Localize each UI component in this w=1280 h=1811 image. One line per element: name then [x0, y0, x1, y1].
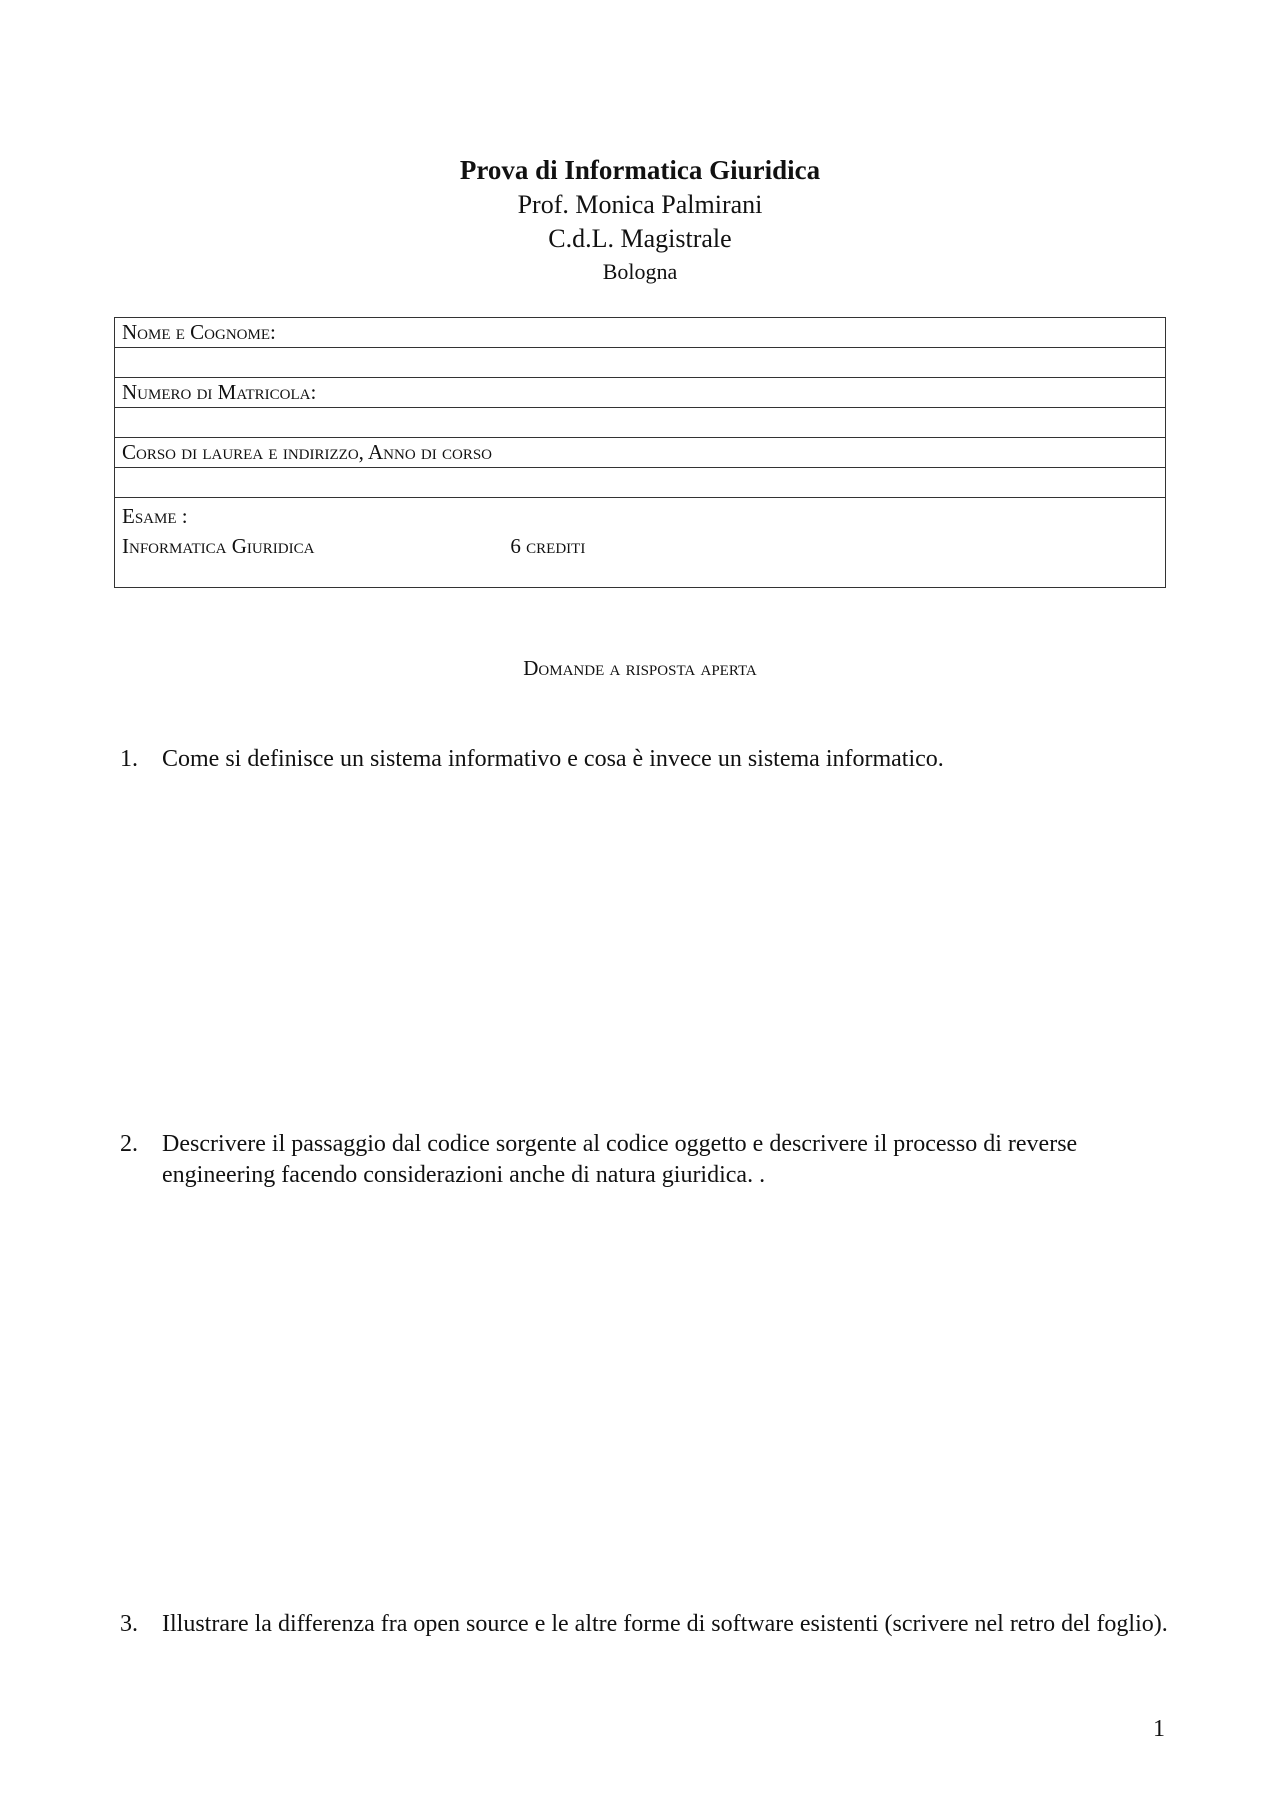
professor-name: Prof. Monica Palmirani: [517, 190, 763, 219]
question-number: 1.: [120, 746, 138, 772]
corso-label: Corso di laurea e indirizzo, Anno di corso: [115, 438, 1166, 468]
question-item: [120, 1129, 1180, 1191]
city: Bologna: [602, 259, 678, 284]
question-text: Descrivere il passaggio dal codice sorgente al codice oggetto e descrivere il processo di reverse engineering facendo considerazioni anche di natura giuridica. .: [162, 1131, 1078, 1188]
document-title: Prova di Informatica Giuridica: [459, 155, 821, 185]
exam-credits: 6 crediti: [510, 534, 586, 558]
name-label: Nome e Cognome:: [115, 318, 1166, 348]
esame-label: Esame :: [122, 504, 188, 528]
question-number: 2.: [120, 1131, 138, 1157]
question-text: Come si definisce un sistema informativo e cosa è invece un sistema informatico.: [162, 746, 944, 772]
question-item: [120, 744, 1180, 775]
question-item: [120, 1609, 1180, 1640]
section-heading: Domande a risposta aperta: [523, 656, 757, 680]
matricola-label: Numero di Matricola:: [115, 378, 1166, 408]
matricola-field[interactable]: [115, 408, 1166, 438]
corso-field[interactable]: [115, 468, 1166, 498]
page-number: 1: [1153, 1716, 1165, 1742]
question-number: 3.: [120, 1611, 138, 1637]
course-degree: C.d.L. Magistrale: [548, 224, 732, 253]
exam-line: [122, 531, 1158, 561]
exam-name: Informatica Giuridica: [122, 534, 315, 558]
name-field[interactable]: [115, 348, 1166, 378]
student-info-form: [114, 317, 1166, 588]
exam-cell: [115, 498, 1166, 588]
question-text: Illustrare la differenza fra open source e le altre forme di software esistenti (scrivere nel retro del foglio).: [162, 1611, 1168, 1637]
